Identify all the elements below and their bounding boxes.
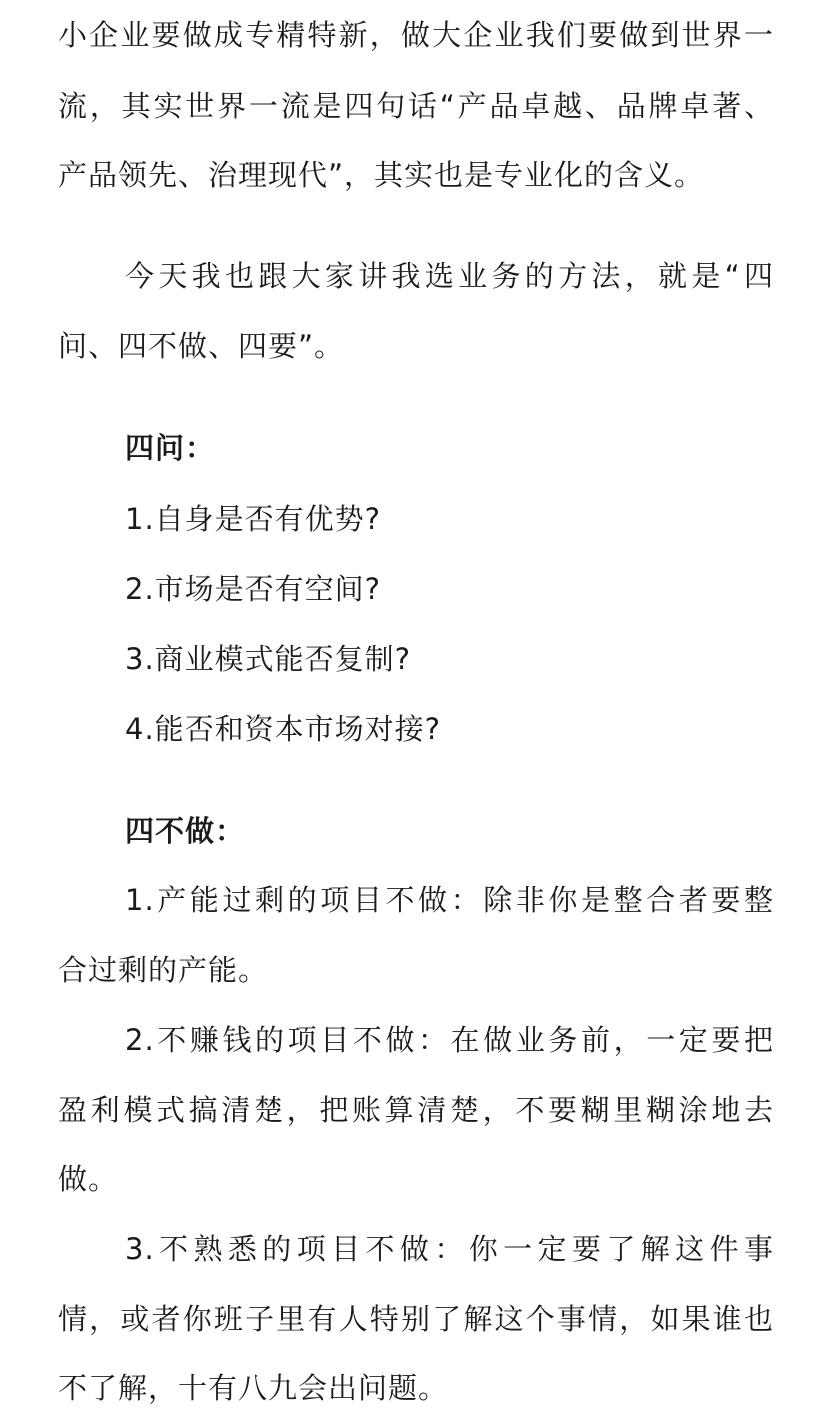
not-item-3-line-3: 不了解，十有八九会出问题。 (58, 1371, 449, 1405)
not-item-3-line-2: 情，或者你班子里有人特别了解这个事情，如果谁也 (58, 1302, 774, 1336)
intro-line-2: 流，其实世界一流是四句话“产品卓越、品牌卓著、 (58, 89, 774, 123)
question-item-4: 4.能否和资本市场对接? (125, 712, 442, 746)
not-item-2-line-1: 2.不赚钱的项目不做：在做业务前，一定要把 (125, 1023, 774, 1057)
four-nots-heading: 四不做： (125, 814, 246, 848)
method-line-2: 问、四不做、四要”。 (58, 329, 345, 363)
four-questions-heading: 四问： (125, 431, 216, 465)
question-item-1: 1.自身是否有优势? (125, 502, 382, 536)
question-item-2: 2.市场是否有空间? (125, 572, 382, 606)
not-item-1-line-2: 合过剩的产能。 (58, 953, 269, 987)
not-item-2-line-2: 盈利模式搞清楚，把账算清楚，不要糊里糊涂地去 (58, 1093, 774, 1127)
not-item-1-line-1: 1.产能过剩的项目不做：除非你是整合者要整 (125, 883, 774, 917)
intro-line-3: 产品领先、治理现代”，其实也是专业化的含义。 (58, 158, 705, 192)
not-item-3-line-1: 3.不熟悉的项目不做：你一定要了解这件事 (125, 1232, 774, 1266)
intro-line-1: 小企业要做成专精特新，做大企业我们要做到世界一 (58, 18, 774, 52)
method-line-1: 今天我也跟大家讲我选业务的方法，就是“四 (125, 259, 774, 293)
question-item-3: 3.商业模式能否复制? (125, 642, 412, 676)
not-item-2-line-3: 做。 (58, 1162, 119, 1196)
